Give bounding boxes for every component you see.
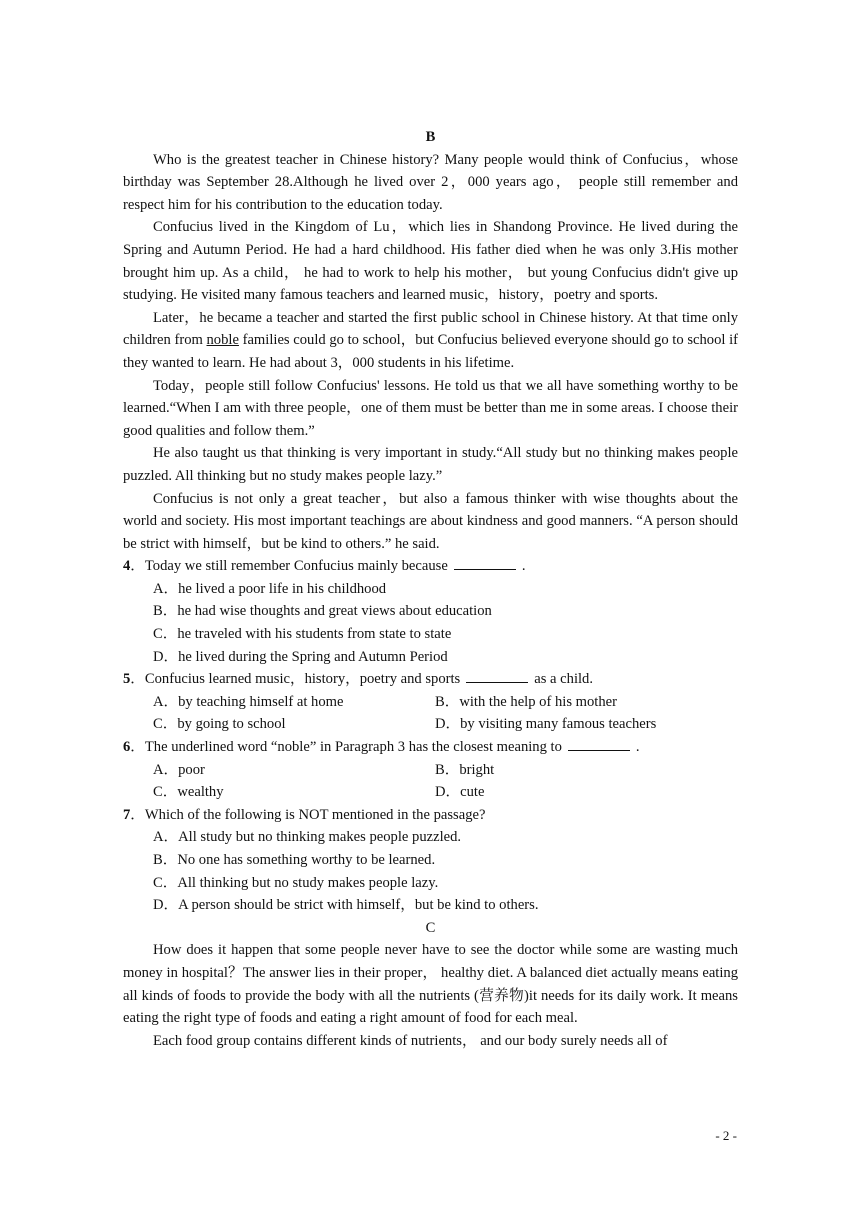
- question-number: 6: [123, 739, 131, 756]
- option-c: C．All thinking but no study makes people lazy.: [153, 874, 439, 891]
- option-b: B．with the help of his mother: [435, 693, 617, 710]
- option-b: B．he had wise thoughts and great views about education: [153, 603, 492, 620]
- question-number: 5: [123, 671, 131, 688]
- question-stem: ．Which of the following is NOT mentioned in the passage?: [130, 806, 486, 823]
- option-b: B．bright: [435, 761, 495, 778]
- section-c-title: C: [425, 919, 436, 936]
- paragraph: Who is the greatest teacher in Chinese history? Many people would think of Confucius，whose birthday was September 28.Although he lived over 2，000 years ago， people still remember and respect him for his contribution to the education today.: [123, 151, 738, 213]
- paragraph: Each food group contains different kinds of nutrients， and our body surely needs all of: [153, 1032, 668, 1049]
- option-d: D．A person should be strict with himself，but be kind to others.: [153, 897, 539, 914]
- option-a: A．poor: [153, 761, 205, 778]
- paragraph-text: Later，he became a teacher and started the first public school in Chinese history. At that time only children from: [123, 309, 738, 349]
- question-stem: ．Today we still remember Confucius mainly because: [130, 558, 448, 575]
- option-c: C．he traveled with his students from state to state: [153, 626, 452, 643]
- question-6: [123, 736, 738, 759]
- question-stem: ．Confucius learned music，history，poetry and sports: [130, 671, 461, 688]
- option-d: D．by visiting many famous teachers: [435, 716, 657, 733]
- answer-blank: [568, 736, 630, 751]
- option-c: C．wealthy: [153, 784, 224, 801]
- option-row: [153, 713, 738, 736]
- option-d: D．cute: [435, 784, 485, 801]
- option-c: C．by going to school: [153, 716, 286, 733]
- paragraph: He also taught us that thinking is very important in study.“All study but no thinking makes people puzzled. All thinking but no study makes people lazy.”: [123, 445, 738, 484]
- question-end: .: [635, 739, 640, 756]
- option-row: [153, 759, 738, 782]
- question-number: 4: [123, 558, 131, 575]
- section-b-title: B: [425, 129, 436, 145]
- option-row: [153, 781, 738, 804]
- answer-blank: [454, 555, 516, 570]
- question-7: [123, 804, 738, 827]
- document-page: [123, 126, 738, 1052]
- question-stem: ．The underlined word “noble” in Paragraph 3 has the closest meaning to: [130, 739, 562, 756]
- option-a: A．he lived a poor life in his childhood: [153, 580, 387, 597]
- option-a: A．All study but no thinking makes people puzzled.: [153, 829, 462, 846]
- paragraph: Today，people still follow Confucius' lessons. He told us that we all have something worthy to be learned.“When I am with three people，one of them must be better than me in some areas. I choose their good qualities and follow them.”: [123, 377, 738, 439]
- paragraph: [123, 307, 738, 375]
- page-number: - 2 -: [715, 1128, 737, 1143]
- question-end: as a child.: [534, 671, 593, 688]
- paragraph: How does it happen that some people never have to see the doctor while some are wasting much money in hospital？The answer lies in their proper， healthy diet. A balanced diet actually means eating all kinds of foods to provide the body with all the nutrients (营养物)it needs for its daily work. It means eating the right type of foods and eating a right amount of food for each meal.: [123, 942, 738, 1027]
- paragraph: Confucius is not only a great teacher，but also a famous thinker with wise thoughts about the world and society. His most important teachings are about kindness and good manners. “A person should be strict with himself，but be kind to others.” he said.: [123, 490, 738, 552]
- question-number: 7: [123, 806, 131, 823]
- option-a: A．by teaching himself at home: [153, 693, 344, 710]
- option-b: B．No one has something worthy to be learned.: [153, 852, 436, 868]
- question-5: [123, 668, 738, 691]
- option-d: D．he lived during the Spring and Autumn Period: [153, 648, 448, 665]
- option-row: [153, 691, 738, 714]
- answer-blank: [466, 668, 528, 683]
- paragraph: Confucius lived in the Kingdom of Lu，which lies in Shandong Province. He lived during the Spring and Autumn Period. He had a hard childhood. His father died when he was only 3.His mother brought him up. As a child， he had to work to help his mother， but young Confucius didn't give up studying. He visited many famous teachers and learned music，history，poetry and sports.: [123, 219, 738, 304]
- underlined-word: noble: [206, 332, 239, 349]
- question-4: [123, 555, 738, 578]
- paragraph-text: families could go to school，but Confucius believed everyone should go to school if they wanted to learn. He had about 3，000 students in his lifetime.: [123, 332, 738, 371]
- question-end: .: [521, 558, 526, 575]
